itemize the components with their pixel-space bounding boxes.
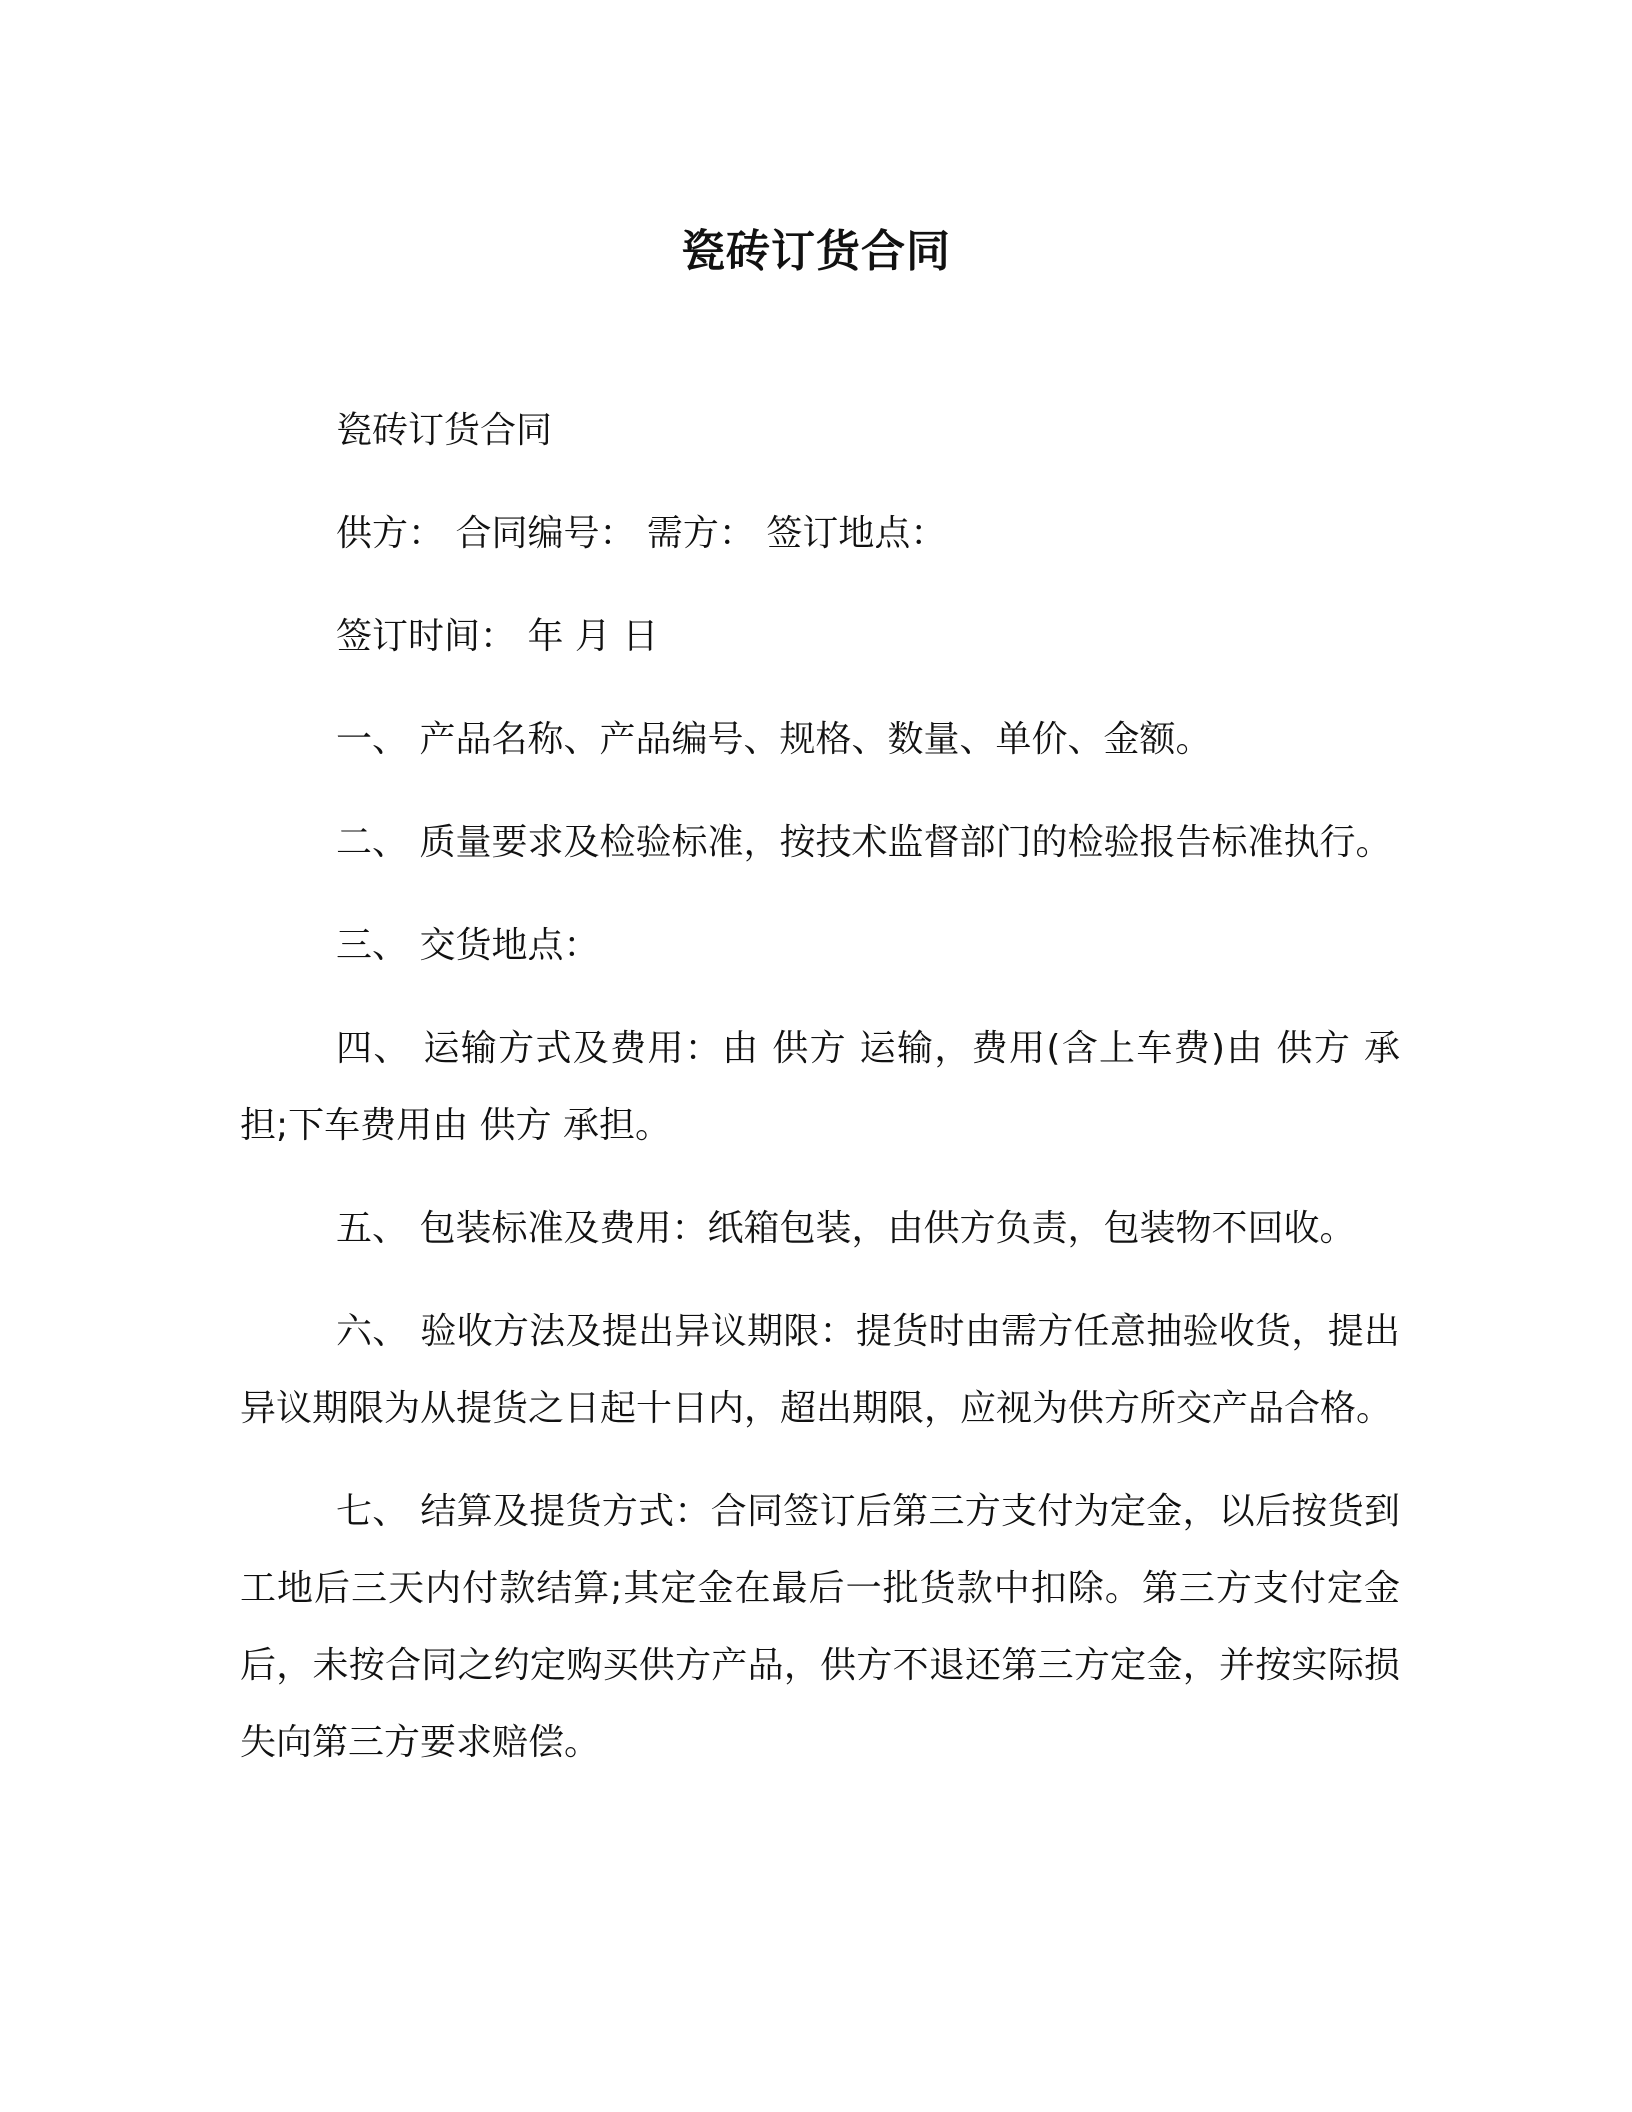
contract-date-line: 签订时间： 年 月 日 <box>336 616 659 657</box>
clause-1: 一、 产品名称、产品编号、规格、数量、单价、金额。 <box>336 719 1212 760</box>
clause-7: 七、 结算及提货方式：合同签订后第三方支付为定金，以后按货到工地后三天内付款结算;其定金在最后一批货款中扣除。第三方支付定金后，未按合同之约定购买供方产品，供方不退还第三方定金，并按实际损失向第三方要求赔偿。 <box>240 1491 1400 1763</box>
contract-body <box>240 392 1400 1807</box>
clause-6: 六、 验收方法及提出异议期限：提货时由需方任意抽验收货，提出异议期限为从提货之日起十日内，超出期限，应视为供方所交产品合格。 <box>240 1311 1400 1429</box>
clause-4: 四、 运输方式及费用：由 供方 运输，费用(含上车费)由 供方 承担;下车费用由 供方 承担。 <box>240 1028 1400 1146</box>
contract-subtitle: 瓷砖订货合同 <box>336 410 553 451</box>
clause-2: 二、 质量要求及检验标准，按技术监督部门的检验报告标准执行。 <box>336 822 1392 863</box>
clause-5: 五、 包装标准及费用：纸箱包装，由供方负责，包装物不回收。 <box>336 1208 1356 1249</box>
page-title: 瓷砖订货合同 <box>681 226 951 277</box>
contract-parties-line: 供方： 合同编号： 需方： 签订地点： <box>336 513 947 554</box>
clause-3: 三、 交货地点： <box>336 925 600 966</box>
